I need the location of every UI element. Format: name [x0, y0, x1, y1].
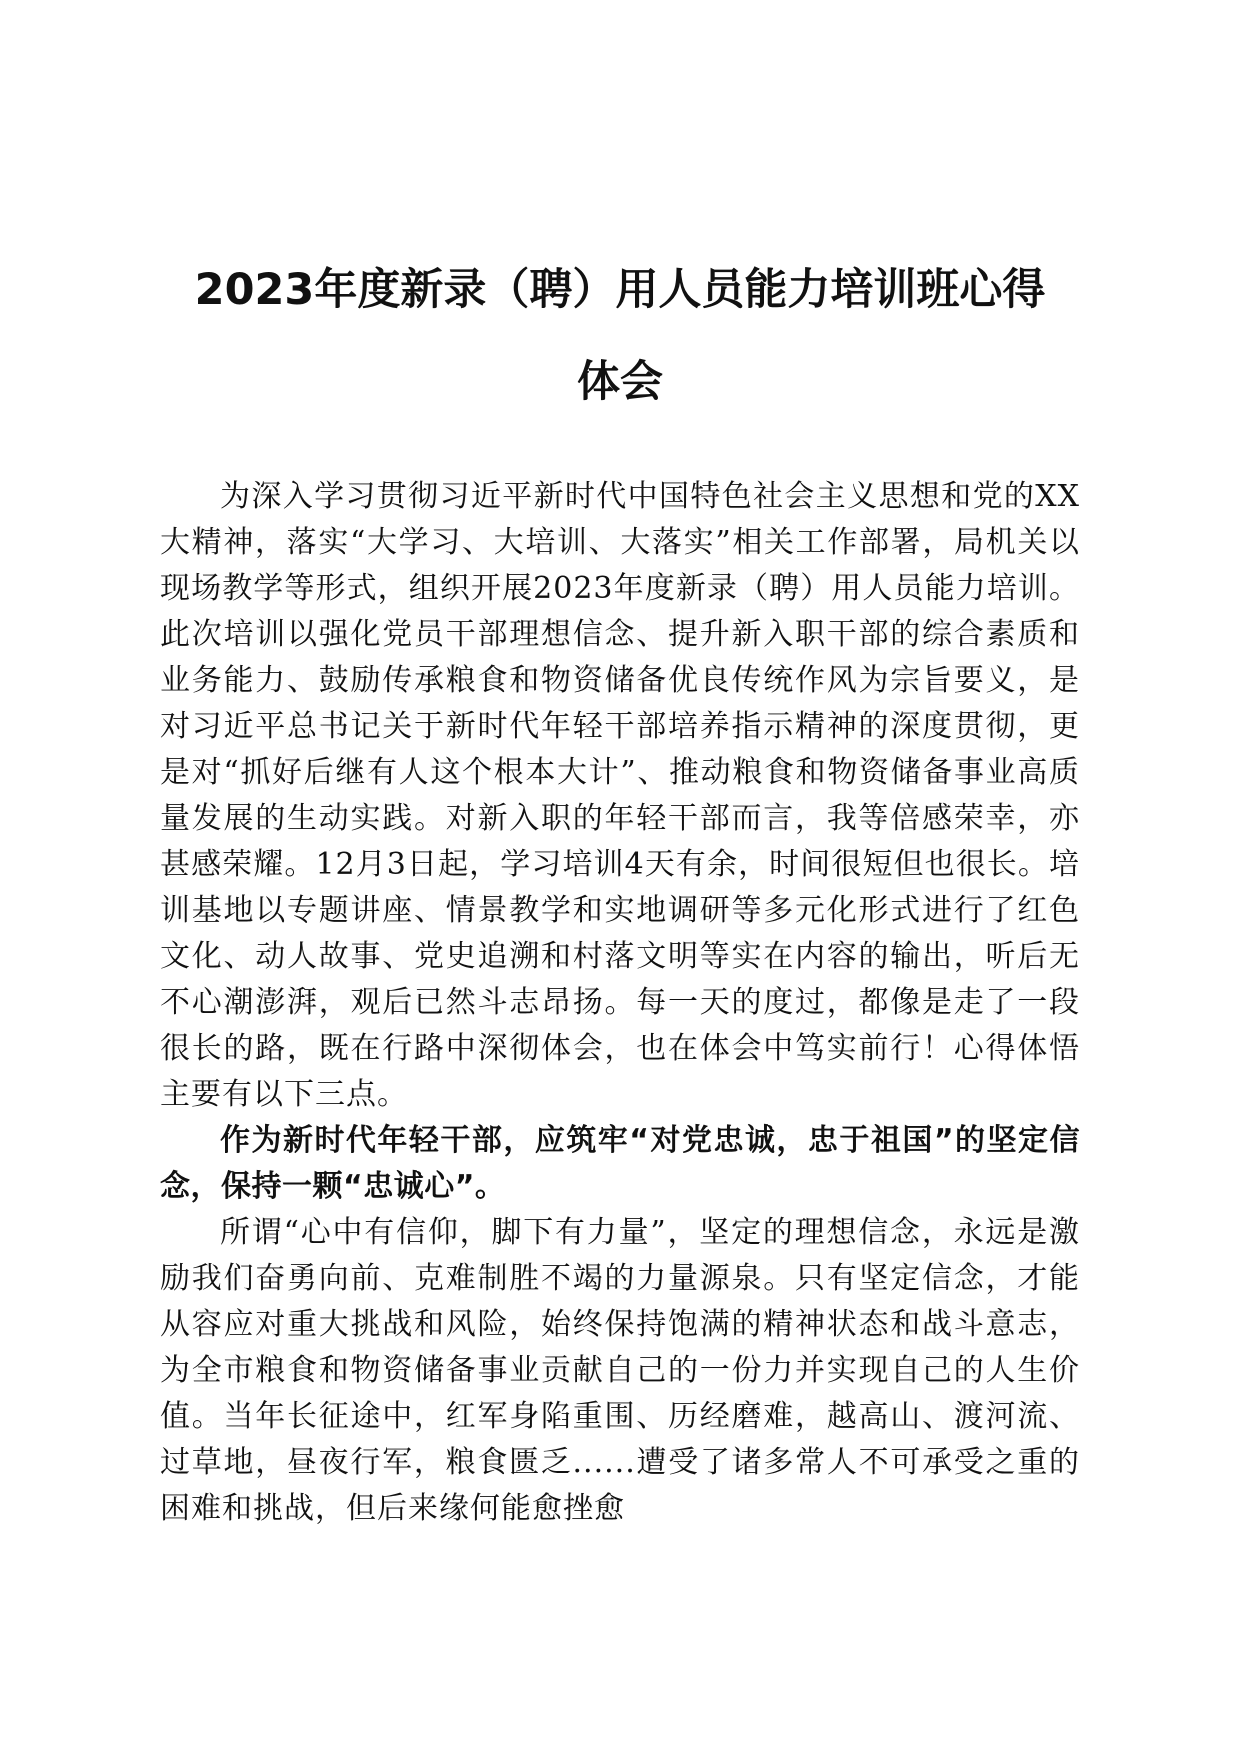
intro-paragraph: 为深入学习贯彻习近平新时代中国特色社会主义思想和党的XX大精神，落实“大学习、大培训、大落实”相关工作部署，局机关以现场教学等形式，组织开展2023年度新录（聘）用人员能力培训。此次培训以强化党员干部理想信念、提升新入职干部的综合素质和业务能力、鼓励传承粮食和物资储备优良传统作风为宗旨要义，是对习近平总书记关于新时代年轻干部培养指示精神的深度贯彻，更是对“抓好后继有人这个根本大计”、推动粮食和物资储备事业高质量发展的生动实践。对新入职的年轻干部而言，我等倍感荣幸，亦甚感荣耀。12月3日起，学习培训4天有余，时间很短但也很长。培训基地以专题讲座、情景教学和实地调研等多元化形式进行了红色文化、动人故事、党史追溯和村落文明等实在内容的输出，听后无不心潮澎湃，观后已然斗志昂扬。每一天的度过，都像是走了一段很长的路，既在行路中深彻体会，也在体会中笃实前行！心得体悟主要有以下三点。	[160, 479, 1080, 1112]
section-heading: 作为新时代年轻干部，应筑牢“对党忠诚，忠于祖国”的坚定信念，保持一颗“忠诚心”。	[160, 1123, 1080, 1204]
body-paragraph: 所谓“心中有信仰，脚下有力量”，坚定的理想信念，永远是激励我们奋勇向前、克难制胜不竭的力量源泉。只有坚定信念，才能从容应对重大挑战和风险，始终保持饱满的精神状态和战斗意志，为全市粮食和物资储备事业贡献自己的一份力并实现自己的人生价值。当年长征途中，红军身陷重围、历经磨难，越高山、渡河流、过草地，昼夜行军，粮食匮乏......遭受了诸多常人不可承受之重的困难和挑战，但后来缘何能愈挫愈	[160, 1215, 1080, 1526]
document-title	[120, 244, 1120, 428]
title-line-2: 体会	[577, 357, 663, 407]
title-line-1: 2023年度新录（聘）用人员能力培训班心得	[194, 265, 1046, 315]
document-body	[160, 474, 1080, 1532]
